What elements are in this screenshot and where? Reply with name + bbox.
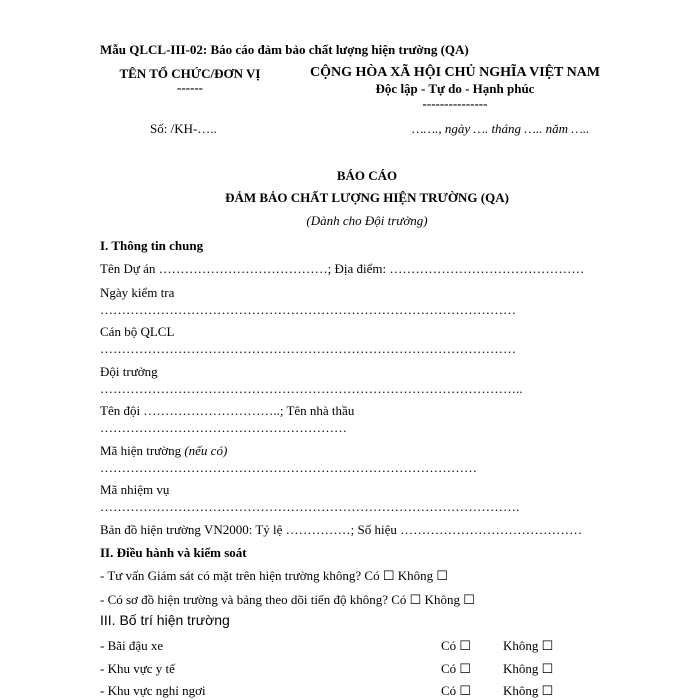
no-checkbox[interactable]: Không ☐ [503,683,554,698]
inspection-date-label: Ngày kiểm tra [100,285,175,300]
date-line: ……., ngày …. tháng ….. năm ….. [412,121,590,136]
list-item: - Bãi đậu xe [100,638,164,653]
map-field: Bản đồ hiện trường VN2000: Tỷ lệ ……………; Số hiệu …………………………………… [100,522,583,537]
no-checkbox[interactable]: Không ☐ [503,638,554,653]
team-leader-label: Đội trưởng [100,364,158,379]
team-contractor-field: Tên đội …………………………..; Tên nhà thầu [100,403,355,418]
form-code: Mẫu QLCL-III-02: Báo cáo đảm bảo chất lượng hiện trường (QA) [100,42,469,57]
no-checkbox[interactable]: Không ☐ [503,661,554,676]
report-title: BÁO CÁO [336,168,398,183]
document-number: Số: /KH-….. [150,121,217,136]
site-code-label-text: Mã hiện trường [100,443,182,458]
yes-checkbox[interactable]: Có ☐ [441,683,472,698]
list-item: - Khu vực y tế [100,661,175,676]
motto-underline: --------------- [422,96,488,111]
team-contractor-dots: ………………………………………………… [100,420,347,435]
org-name: TÊN TỔ CHỨC/ĐƠN VỊ [119,66,261,81]
team-leader-dots: …………………………………………………………………………………….. [100,381,523,396]
question-site-plan: - Có sơ đồ hiện trường và bảng theo dõi tiến độ không? Có ☐ Không ☐ [100,592,475,607]
site-code-dots: …………………………………………………………………………… [100,460,477,475]
country-name: CỘNG HÒA XÃ HỘI CHỦ NGHĨA VIỆT NAM [309,65,600,80]
yes-checkbox[interactable]: Có ☐ [441,661,472,676]
inspection-date-dots: …………………………………………………………………………………… [100,302,516,317]
motto: Độc lập - Tự do - Hạnh phúc [375,81,535,96]
qc-officer-label: Cán bộ QLCL [100,324,175,339]
report-audience: (Dành cho Đội trưởng) [306,213,428,228]
section3-heading: III. Bố trí hiện trường [100,612,230,628]
task-code-dots: ……………………………………………………………………………………. [100,499,520,514]
qc-officer-dots: …………………………………………………………………………………… [100,341,516,356]
list-item: - Khu vực nghỉ ngơi [100,683,206,698]
task-code-label: Mã nhiệm vụ [100,482,170,497]
site-code-label [100,443,227,459]
question-supervisor-present: - Tư vấn Giám sát có mặt trên hiện trường không? Có ☐ Không ☐ [100,568,449,583]
report-subject: ĐẢM BẢO CHẤT LƯỢNG HIỆN TRƯỜNG (QA) [225,190,509,205]
project-location-field: Tên Dự án …………………………………; Địa điểm: ……………………………………… [100,261,585,276]
org-underline: ------ [177,80,203,95]
yes-checkbox[interactable]: Có ☐ [441,638,472,653]
section1-heading: I. Thông tin chung [100,238,204,253]
site-code-note: (nếu có) [184,443,228,458]
section2-heading: II. Điều hành và kiểm soát [100,545,247,560]
